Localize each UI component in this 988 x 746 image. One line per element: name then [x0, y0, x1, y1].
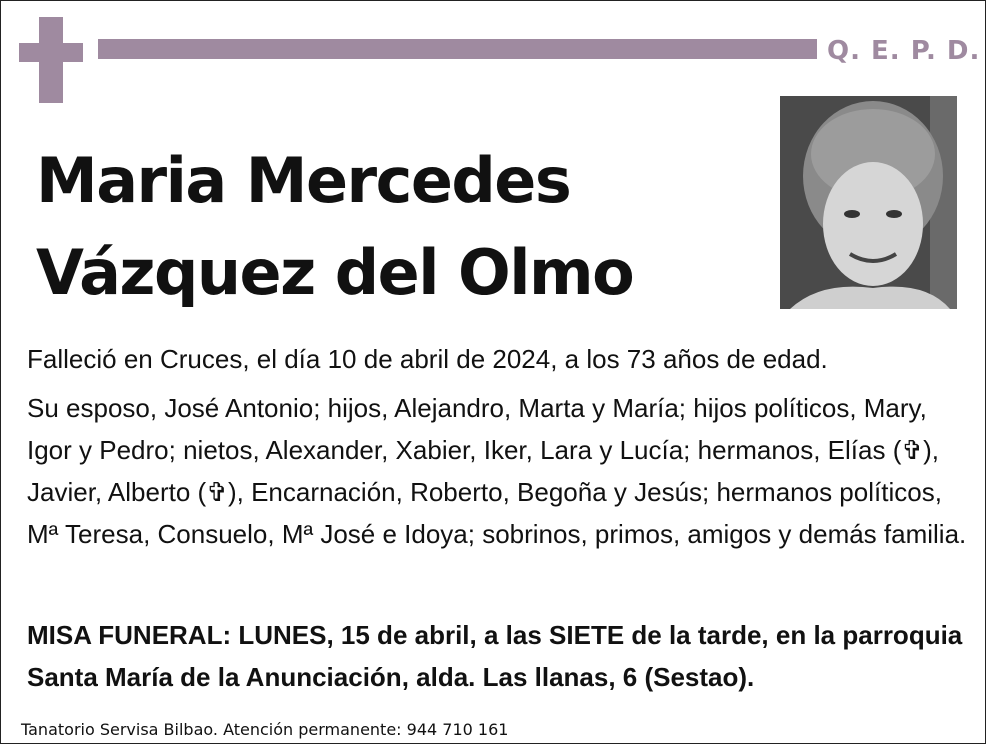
portrait-photo — [780, 96, 957, 309]
name-line-2: Vázquez del Olmo — [36, 236, 634, 309]
funeral-mass-text: MISA FUNERAL: LUNES, 15 de abril, a las SIETE de la tarde, en la parroquia Santa María de la Anunciación, alda. Las llanas, 6 (Sestao). — [27, 620, 963, 692]
header-rule — [98, 39, 817, 59]
deceased-name — [36, 135, 633, 319]
cross-icon-bar — [19, 43, 83, 62]
qepd-label: Q. E. P. D. — [827, 36, 981, 66]
name-line-1: Maria Mercedes — [36, 144, 571, 217]
funeral-home-footer: Tanatorio Servisa Bilbao. Atención permanente: 944 710 161 — [21, 720, 509, 739]
death-notice-text: Falleció en Cruces, el día 10 de abril de 2024, a los 73 años de edad. — [27, 344, 828, 374]
family-text: Su esposo, José Antonio; hijos, Alejandro, Marta y María; hijos políticos, Mary, Igor y Pedro; nietos, Alexander, Xabier, Iker, Lara y Lucía; hermanos, Elías (✞), Javier, Alberto (✞), Encarnación, Roberto, Begoña y Jesús; hermanos políticos, Mª Teresa, Consuelo, Mª José e Idoya; sobrinos, primos, amigos y demás familia. — [27, 393, 967, 549]
